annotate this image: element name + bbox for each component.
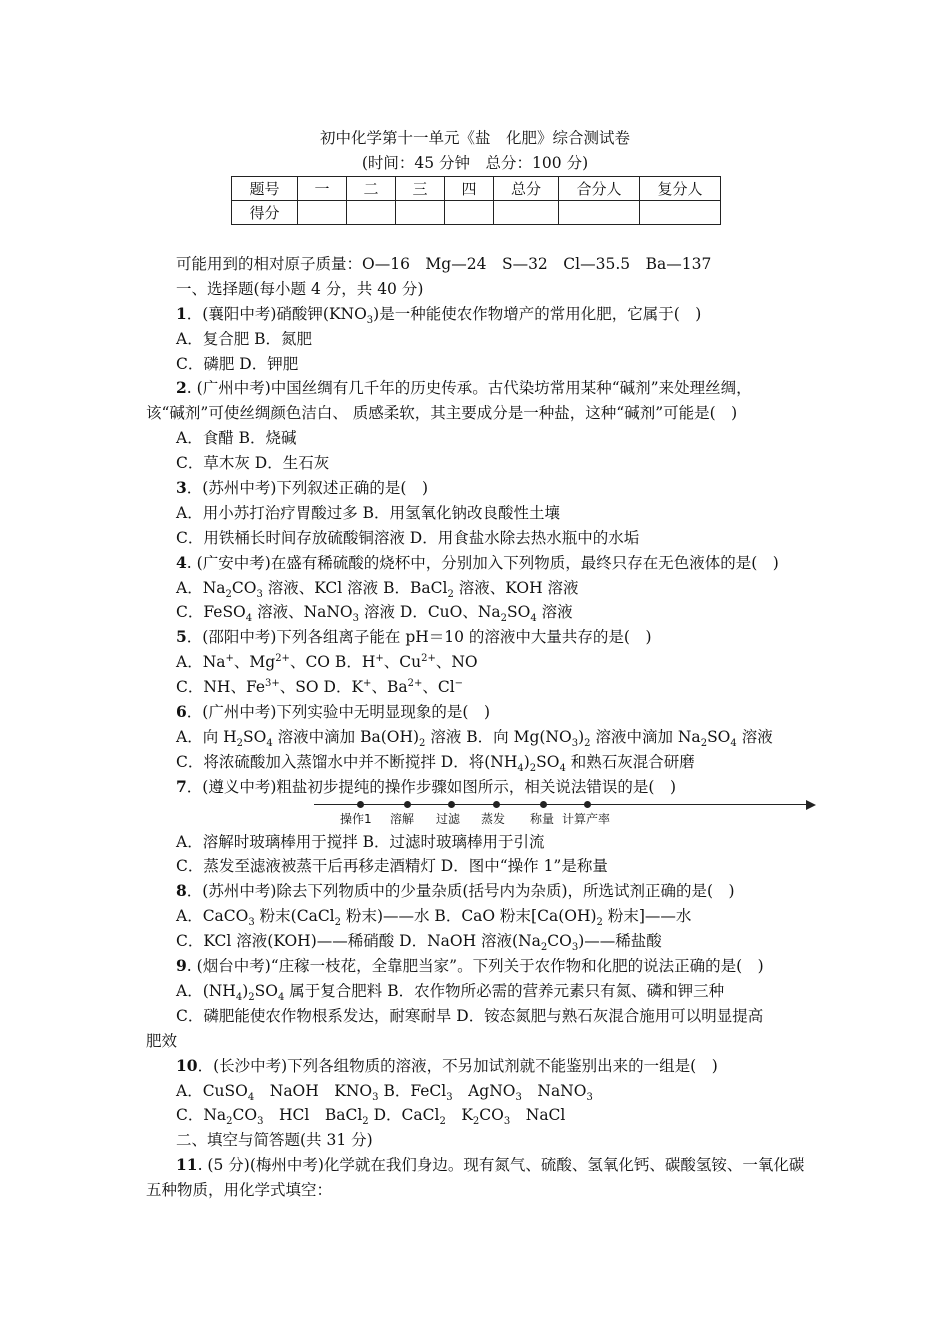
question-stem: )是一种能使农作物增产的常用化肥，它属于( ) (373, 304, 702, 323)
section-heading: 二、填空与简答题(共 31 分) (176, 1131, 373, 1150)
table-cell: 复分人 (640, 177, 721, 201)
flow-dot (584, 801, 591, 808)
question-number: 8 (176, 881, 187, 901)
table-cell: 得分 (232, 201, 298, 225)
question-10 (146, 1054, 810, 1079)
question-number: 4 (176, 552, 187, 572)
score-input-cell[interactable] (347, 201, 396, 225)
option-line: C．草木灰 D．生石灰 (176, 454, 330, 473)
flow-step-label: 操作1 (340, 811, 372, 826)
question-stem: . (广安中考)在盛有稀硫酸的烧杯中，分别加入下列物质，最终只存在无色液体的是( ) (186, 553, 779, 572)
question-stem: ．(广州中考)下列实验中无明显现象的是( ) (186, 703, 490, 722)
section-heading: 一、选择题(每小题 4 分，共 40 分) (176, 279, 424, 298)
flow-step-label: 称量 (530, 811, 555, 826)
question-stem: ．(苏州中考)除去下列物质中的少量杂质(括号内为杂质)，所选试剂正确的是( ) (186, 882, 735, 901)
option-line: 肥效 (146, 1031, 178, 1050)
option-line: A．用小苏打治疗胃酸过多 B．用氢氧化钠改良酸性土壤 (176, 503, 561, 522)
score-input-cell[interactable] (640, 201, 721, 225)
subscript: 3 (366, 314, 374, 326)
page-subtitle: (时间：45 分钟 总分：100 分) (361, 154, 589, 172)
option-line: A．CuSO$_4$ NaOH $KNO_3$ B．FeCl$_3$ AgNO$_3$ NaNO$_3$ (176, 1081, 593, 1103)
flow-step-label: 过滤 (436, 811, 461, 826)
option-line: A．Na+、$Mg^{2+}$、CO B．H+、$Cu^{2+}$、NO (176, 653, 478, 672)
question-stem: . (烟台中考)“庄稼一枝花，全靠肥当家”。下列关于农作物和化肥的说法正确的是( ) (186, 957, 764, 976)
flow-dot (493, 801, 500, 808)
question-stem: . (广州中考)中国丝绸有几千年的历史传承。古代染坊常用某种“碱剂”来处理丝绸， (186, 379, 752, 398)
question-number: 10 (176, 1055, 198, 1075)
score-input-cell[interactable] (396, 201, 445, 225)
table-cell: 题号 (232, 177, 298, 201)
option-line: C．NH、$Fe^{3+}$、SO D．K+、$Ba^{2+}$、Cl− (176, 677, 464, 697)
question-number: 2 (176, 378, 187, 398)
flow-dot (404, 801, 411, 808)
table-cell: 合分人 (559, 177, 640, 201)
question-stem: . (5 分)(梅州中考)化学就在我们身边。现有氮气、硫酸、氢氧化钙、碳酸氢铵、一氧化碳 (197, 1156, 805, 1175)
option-line: A．CaCO$_3$ 粉末(CaCl$_2$ 粉末)——水 B．CaO 粉末[$Ca(OH)_2$ 粉末]——水 (176, 907, 692, 929)
table-cell: 一 (298, 177, 347, 201)
flow-dot (540, 801, 547, 808)
question-number: 5 (176, 627, 187, 647)
option-line: A．复合肥 B．氮肥 (176, 329, 313, 348)
option-line: C．用铁桶长时间存放硫酸铜溶液 D．用食盐水除去热水瓶中的水垢 (176, 528, 640, 547)
question-8 (146, 879, 810, 904)
flow-dot (448, 801, 455, 808)
option-line: C．KCl 溶液(KOH)——稀硝酸 D．NaOH 溶液$(Na_2CO_3)——$稀盐酸 (176, 932, 662, 954)
process-flow-diagram (146, 800, 810, 830)
option-line: C．将浓硫酸加入蒸馏水中并不断搅拌 D．将$(NH_4)_2SO_4$ 和熟石灰混合研磨 (176, 752, 695, 774)
question-1 (146, 302, 810, 327)
question-11 (146, 1153, 810, 1178)
option-line: C．FeSO$_4$ 溶液、NaNO$_3$ 溶液 D．CuO、$Na_2SO_4$ 溶液 (176, 603, 573, 625)
question-stem: ．(襄阳中考)硝酸钾(KNO (186, 304, 367, 323)
question-stem: 该“碱剂”可使丝绸颜色洁白、 质感柔软，其主要成分是一种盐，这种“碱剂”可能是( ) (146, 404, 738, 423)
table-cell: 二 (347, 177, 396, 201)
option-line: A．$Na_2CO_3$ 溶液、KCl 溶液 B．BaCl$_2$ 溶液、KOH 溶液 (176, 578, 579, 600)
option-text: 属于复合肥料 B．农作物所必需的营养元素只有氮、磷和钾三种 (289, 981, 725, 1000)
atomic-masses: 可能用到的相对原子质量：O—16 Mg—24 S—32 Cl—35.5 Ba—137 (176, 255, 712, 273)
table-cell: 四 (445, 177, 494, 201)
question-5 (146, 625, 810, 650)
option-line: A．向 $H_2SO_4$ 溶液中滴加 $Ba(OH)_2$ 溶液 B．向 $Mg(NO_3)_2$ 溶液中滴加 $Na_2SO_4$ 溶液 (176, 727, 773, 750)
question-number: 3 (176, 478, 187, 498)
score-input-cell[interactable] (298, 201, 347, 225)
exam-content (146, 252, 810, 1203)
score-table-score-row (232, 201, 721, 225)
question-number: 7 (176, 776, 187, 796)
flow-arrow-line (314, 804, 810, 806)
score-input-cell[interactable] (445, 201, 494, 225)
score-table (231, 176, 721, 225)
question-stem: ．(邵阳中考)下列各组离子能在 pH＝10 的溶液中大量共存的是( ) (186, 628, 652, 647)
option-line: C．磷肥能使农作物根系发达，耐寒耐旱 D．铵态氮肥与熟石灰混合施用可以明显提高 (176, 1006, 764, 1025)
flow-step-label: 计算产率 (562, 811, 611, 826)
score-table-header-row (232, 177, 721, 201)
question-number: 6 (176, 702, 187, 722)
option-line: C．蒸发至滤液被蒸干后再移走酒精灯 D．图中“操作 1”是称量 (176, 857, 608, 876)
question-2 (146, 376, 810, 401)
question-stem: 五种物质，用化学式填空： (146, 1181, 333, 1200)
flow-step-label: 蒸发 (481, 811, 506, 826)
page-title: 初中化学第十一单元《盐 化肥》综合测试卷 (319, 129, 630, 147)
question-9 (146, 954, 810, 979)
option-line: A．$(NH_4)_2SO_4$ 属于复合肥料 B．农作物所必需的营养元素只有氮、磷和钾三种 (176, 981, 725, 1004)
option-line: A．溶解时玻璃棒用于搅拌 B．过滤时玻璃棒用于引流 (176, 832, 545, 851)
option-line: C．磷肥 D．钾肥 (176, 354, 299, 373)
question-number: 9 (176, 956, 187, 976)
score-input-cell[interactable] (494, 201, 559, 225)
question-4 (146, 551, 810, 576)
question-number: 1 (176, 303, 187, 323)
flow-step-label: 溶解 (390, 811, 415, 826)
flow-dot (357, 801, 364, 808)
question-7 (146, 775, 810, 800)
question-stem: ．(遵义中考)粗盐初步提纯的操作步骤如图所示，相关说法错误的是( ) (186, 777, 676, 796)
question-number: 11 (176, 1155, 198, 1175)
score-input-cell[interactable] (559, 201, 640, 225)
question-stem: ．(苏州中考)下列叙述正确的是( ) (186, 479, 428, 498)
option-line: C．$Na_2CO_3$ HCl BaCl$_2$ D．CaCl$_2$ $K_2CO_3$ NaCl (176, 1106, 566, 1128)
question-6 (146, 700, 810, 725)
table-cell: 三 (396, 177, 445, 201)
question-3 (146, 476, 810, 501)
flow-arrow-head (806, 800, 816, 810)
table-cell: 总分 (494, 177, 559, 201)
option-line: A．食醋 B．烧碱 (176, 429, 297, 448)
question-stem: ．(长沙中考)下列各组物质的溶液，不另加试剂就不能鉴别出来的一组是( ) (197, 1056, 718, 1075)
